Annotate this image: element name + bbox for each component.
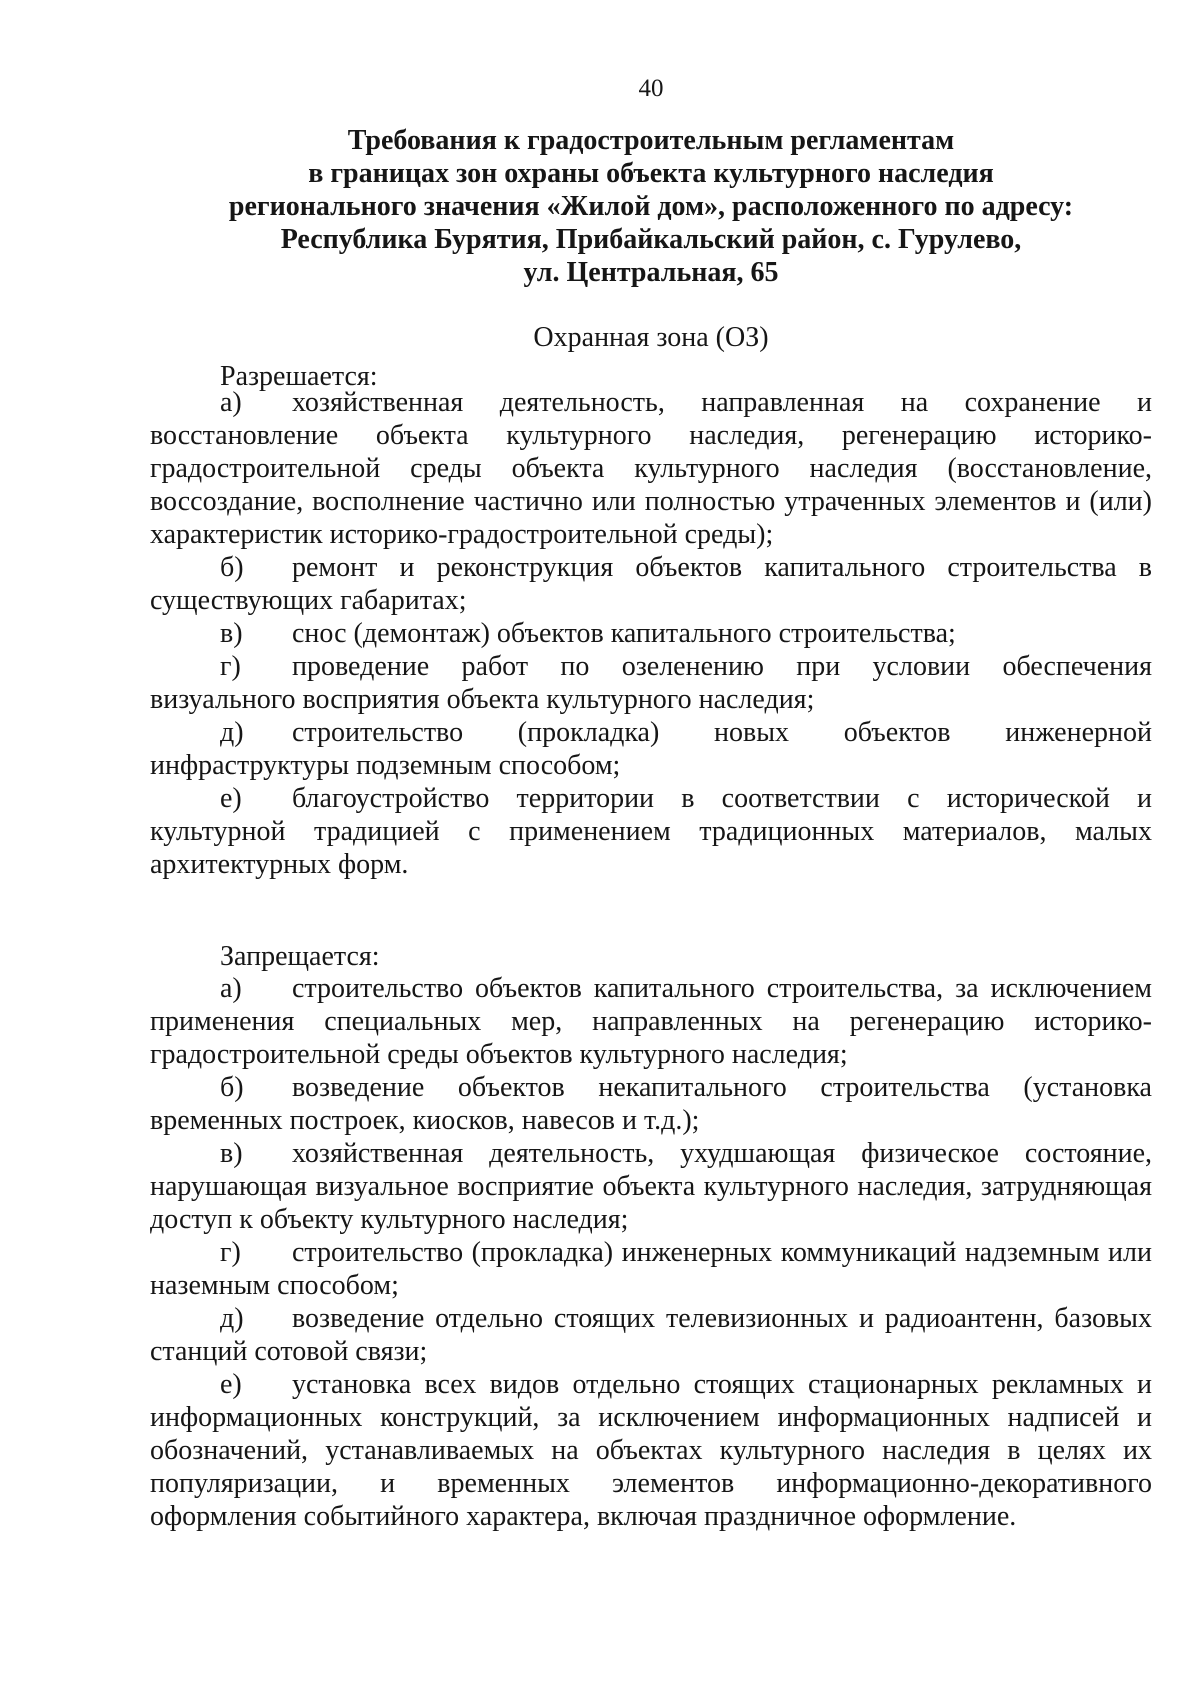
- item-text: хозяйственная деятельность, направленная на сохранение и восстановление объекта культурного наследия, регенерацию историко-градостроительной среды объекта культурного наследия (восстановление, воссоздание, восполнение частично или полностью утраченных элементов и (или) характеристик историко-градостроительной среды);: [150, 387, 1152, 550]
- item-marker: в): [220, 618, 243, 649]
- item-marker: б): [220, 1072, 244, 1103]
- item-text: снос (демонтаж) объектов капитального строительства;: [292, 618, 956, 649]
- allowed-item-b: [150, 551, 1152, 617]
- forbidden-item-v: [150, 1137, 1152, 1236]
- item-text: строительство объектов капитального строительства, за исключением применения специальных мер, направленных на регенерацию историко-градостроительной среды объектов культурного наследия;: [150, 973, 1152, 1070]
- title-line: ул. Центральная, 65: [523, 257, 779, 288]
- item-text: возведение объектов некапитального строительства (установка временных построек, киосков, навесов и т.д.);: [150, 1072, 1152, 1136]
- item-marker: е): [220, 783, 242, 814]
- item-marker: а): [220, 973, 242, 1004]
- zone-title: Охранная зона (ОЗ): [533, 322, 769, 353]
- forbidden-item-d: [150, 1302, 1152, 1368]
- forbidden-item-a: [150, 972, 1152, 1071]
- allowed-item-a: [150, 386, 1152, 551]
- item-text: строительство (прокладка) инженерных коммуникаций надземным или наземным способом;: [150, 1237, 1152, 1301]
- item-text: проведение работ по озеленению при условии обеспечения визуального восприятия объекта культурного наследия;: [150, 651, 1152, 715]
- item-marker: г): [220, 651, 241, 682]
- item-marker: д): [220, 717, 244, 748]
- title-line: регионального значения «Жилой дом», расположенного по адресу:: [228, 191, 1074, 222]
- forbidden-item-b: [150, 1071, 1152, 1137]
- forbidden-item-g: [150, 1236, 1152, 1302]
- item-text: строительство (прокладка) новых объектов инженерной инфраструктуры подземным способом;: [150, 717, 1152, 781]
- allowed-item-v: [150, 617, 1152, 650]
- item-text: установка всех видов отдельно стоящих стационарных рекламных и информационных конструкций, за исключением информационных надписей и обозначений, устанавливаемых на объектах культурного наследия в целях их популяризации, и временных элементов информационно-декоративного оформления событийного характера, включая праздничное оформление.: [150, 1369, 1152, 1532]
- allowed-item-d: [150, 716, 1152, 782]
- forbidden-item-e: [150, 1368, 1152, 1533]
- allowed-heading: Разрешается:: [220, 361, 378, 392]
- title-line: в границах зон охраны объекта культурного наследия: [308, 158, 994, 189]
- title-line: Республика Бурятия, Прибайкальский район, с. Гурулево,: [280, 224, 1022, 255]
- item-text: возведение отдельно стоящих телевизионных и радиоантенн, базовых станций сотовой связи;: [150, 1303, 1152, 1367]
- item-marker: а): [220, 387, 242, 418]
- allowed-list: [150, 386, 1152, 881]
- item-text: хозяйственная деятельность, ухудшающая физическое состояние, нарушающая визуальное восприятие объекта культурного наследия, затрудняющая доступ к объекту культурного наследия;: [150, 1138, 1152, 1235]
- item-marker: д): [220, 1303, 244, 1334]
- item-text: благоустройство территории в соответствии с исторической и культурной традицией с применением традиционных материалов, малых архитектурных форм.: [150, 783, 1152, 880]
- item-marker: е): [220, 1369, 242, 1400]
- allowed-item-g: [150, 650, 1152, 716]
- page-number: 40: [638, 75, 664, 102]
- forbidden-heading: Запрещается:: [220, 941, 380, 972]
- allowed-item-e: [150, 782, 1152, 881]
- item-marker: в): [220, 1138, 243, 1169]
- document-title: [150, 124, 1152, 289]
- forbidden-list: [150, 972, 1152, 1533]
- item-marker: г): [220, 1237, 241, 1268]
- title-line: Требования к градостроительным регламентам: [347, 125, 955, 156]
- item-marker: б): [220, 552, 244, 583]
- item-text: ремонт и реконструкция объектов капитального строительства в существующих габаритах;: [150, 552, 1152, 616]
